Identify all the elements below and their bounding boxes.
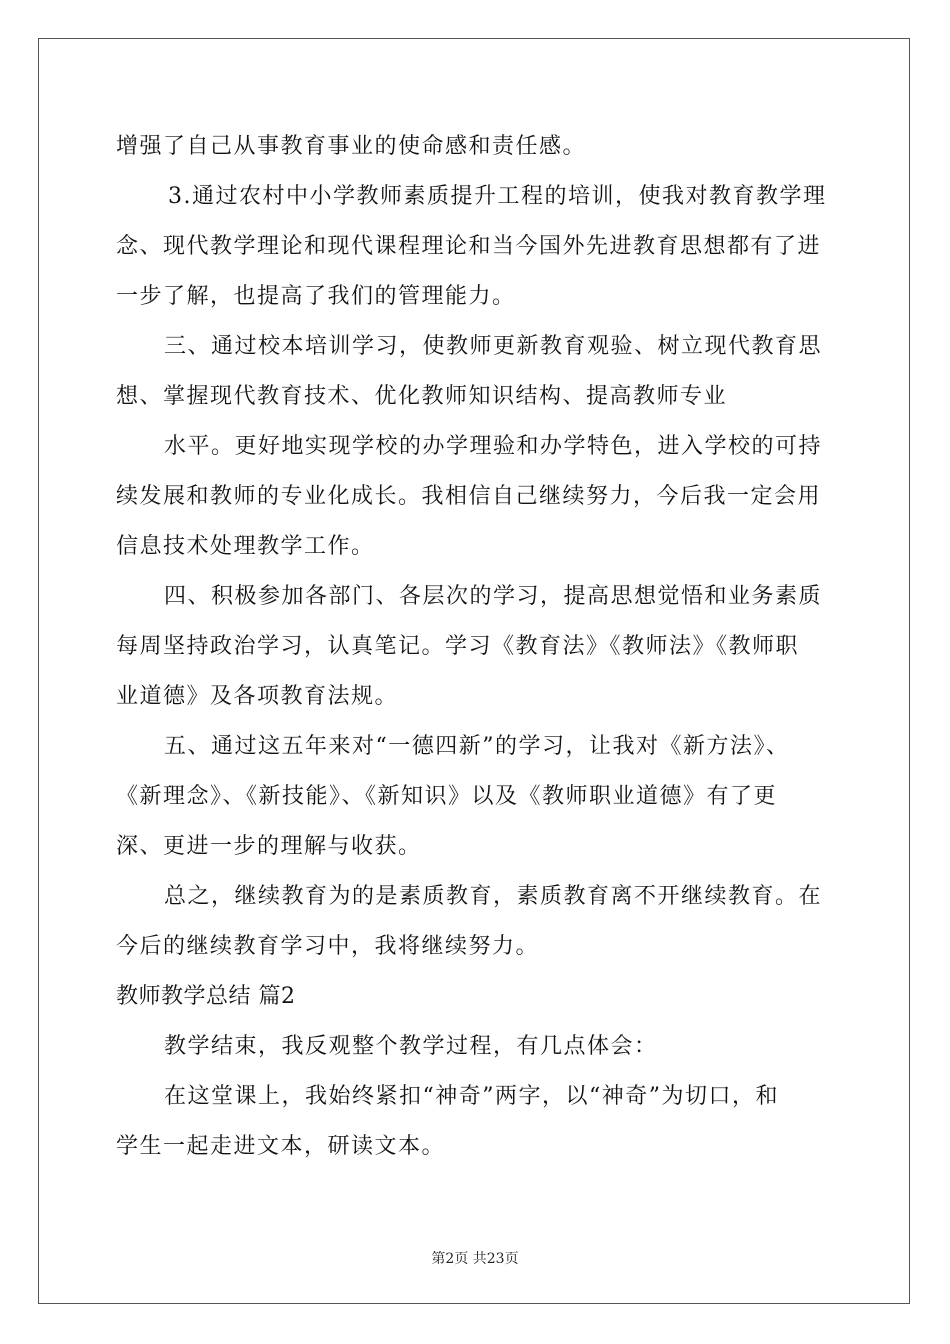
page-number-footer: 第2页 共23页 xyxy=(431,1251,519,1267)
text-line: 五、通过这五年来对“一德四新”的学习，让我对《新方法》、 xyxy=(164,734,790,759)
text-line: 《新理念》、《新技能》、《新知识》以及《教师职业道德》有了更 xyxy=(116,784,778,809)
text-line: 想、掌握现代教育技术、优化教师知识结构、提高教师专业 xyxy=(116,384,728,409)
text-line: 水平。更好地实现学校的办学理验和办学特色，进入学校的可持 xyxy=(164,434,823,459)
document-body xyxy=(116,122,836,1172)
text-line: 每周坚持政治学习，认真笔记。学习《教育法》《教师法》《教师职 xyxy=(116,634,800,659)
text-line: 三、通过校本培训学习，使教师更新教育观验、树立现代教育思 xyxy=(164,334,823,359)
text-line: 续发展和教师的专业化成长。我相信自己继续努力，今后我一定会用 xyxy=(116,484,822,509)
text-line: 念、现代教学理论和现代课程理论和当今国外先进教育思想都有了进 xyxy=(116,234,822,259)
text-line: 业道德》及各项教育法规。 xyxy=(116,684,399,709)
section-heading: 教师教学总结 篇2 xyxy=(116,984,296,1009)
text-line: 深、更进一步的理解与收获。 xyxy=(116,834,422,859)
text-line: 总之，继续教育为的是素质教育，素质教育离不开继续教育。在 xyxy=(164,884,823,909)
text-line: 学生一起走进文本，研读文本。 xyxy=(116,1134,446,1159)
text-line: 一步了解，也提高了我们的管理能力。 xyxy=(116,284,516,309)
text-line: 信息技术处理教学工作。 xyxy=(116,534,375,559)
text-line: 增强了自己从事教育事业的使命感和责任感。 xyxy=(116,134,587,159)
text-line: 在这堂课上，我始终紧扣“神奇”两字，以“神奇”为切口，和 xyxy=(164,1084,779,1109)
text-line: 3.通过农村中小学教师素质提升工程的培训，使我对教育教学理 xyxy=(168,184,827,209)
text-line: 今后的继续教育学习中，我将继续努力。 xyxy=(116,934,540,959)
text-line: 教学结束，我反观整个教学过程，有几点体会： xyxy=(164,1034,658,1059)
text-line: 四、积极参加各部门、各层次的学习，提高思想觉悟和业务素质 xyxy=(164,584,823,609)
